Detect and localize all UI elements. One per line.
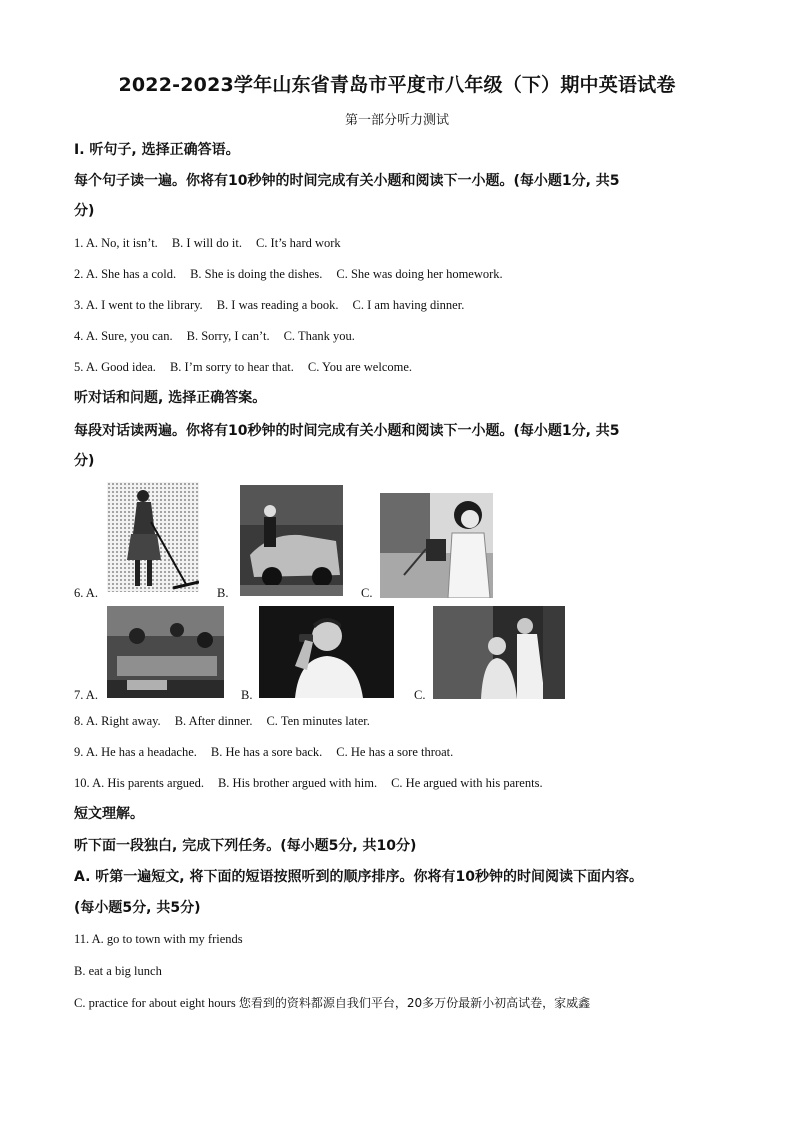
question-2: 2. A. She has a cold. B. She is doing the dishes. C. She was doing her homework.: [74, 267, 503, 281]
watermark-text: 您看到的资料都源自我们平台，20多万份最新小初高试卷，家威鑫: [238, 996, 591, 1010]
task-a-line2: (每小题5分, 共5分): [74, 900, 201, 916]
q6-picture-a-sweeping-floor: [107, 482, 199, 592]
question-3: 3. A. I went to the library. B. I was reading a book. C. I am having dinner.: [74, 298, 465, 312]
option-a: A. I went to the library.: [85, 298, 203, 312]
question-1: 1. A. No, it isn’t. B. I will do it. C. It’s hard work: [74, 236, 341, 250]
option-c: C. I am having dinner.: [352, 298, 465, 312]
option-c: C. It’s hard work: [255, 236, 341, 250]
option-c: C. Thank you.: [283, 329, 355, 343]
option-b: B. I will do it.: [171, 236, 242, 250]
q7-picture-b-man-on-phone: [259, 606, 394, 698]
part-title: 第一部分听力测试: [344, 113, 449, 128]
item-b: B. eat a big lunch: [74, 964, 162, 978]
q7-label-b: B.: [241, 688, 253, 702]
section1-instruction-line1: 每个句子读一遍。你将有10秒钟的时间完成有关小题和阅读下一小题。(每小题1分, 共5: [74, 173, 620, 189]
q7-label-a: 7. A.: [74, 688, 98, 702]
option-b: B. I was reading a book.: [216, 298, 339, 312]
page-title: 2022-2023学年山东省青岛市平度市八年级（下）期中英语试卷: [118, 74, 676, 96]
section2-instruction-line1: 每段对话读两遍。你将有10秒钟的时间完成有关小题和阅读下一小题。(每小题1分, 共5: [74, 423, 620, 439]
section2-heading: 听对话和问题, 选择正确答案。: [74, 390, 267, 406]
option-a: A. Good idea.: [85, 360, 156, 374]
option-b: B. I’m sorry to hear that.: [169, 360, 294, 374]
q6-picture-c-watering-plants: [380, 493, 493, 598]
question-10: 10. A. His parents argued. B. His brother argued with him. C. He argued with his parents.: [74, 776, 543, 790]
option-a: A. He has a headache.: [85, 745, 197, 759]
option-b: B. After dinner.: [174, 714, 253, 728]
question-11: 11. A. go to town with my friends: [74, 932, 243, 946]
option-c: C. She was doing her homework.: [336, 267, 503, 281]
question-4: 4. A. Sure, you can. B. Sorry, I can’t. C. Thank you.: [74, 329, 355, 343]
item-c: C. practice for about eight hours 您看到的资料都源自我们平台，20多万份最新小初高试卷，家威鑫: [74, 996, 591, 1010]
q6-label-a: 6. A.: [74, 586, 98, 600]
option-c: C. He argued with his parents.: [391, 776, 543, 790]
section1-heading: Ⅰ. 听句子, 选择正确答语。: [74, 142, 240, 158]
option-a: A. Right away.: [85, 714, 161, 728]
q7-picture-c-caring-for-elderly: [433, 606, 565, 699]
q6-label-c: C.: [361, 586, 373, 600]
q7-picture-a-workshop: [107, 606, 224, 698]
section3-instruction: 听下面一段独白, 完成下列任务。(每小题5分, 共10分): [74, 838, 417, 854]
task-a-line1: A. 听第一遍短文, 将下面的短语按照听到的顺序排序。你将有10秒钟的时间阅读下面内容。: [74, 869, 643, 885]
section1-instruction-line2: 分): [74, 203, 95, 219]
q6-label-b: B.: [217, 586, 229, 600]
option-b: B. His brother argued with him.: [217, 776, 378, 790]
question-8: 8. A. Right away. B. After dinner. C. Ten minutes later.: [74, 714, 370, 728]
option-a: A. His parents argued.: [92, 776, 204, 790]
q6-picture-b-washing-car: [240, 485, 343, 596]
option-c: C. He has a sore throat.: [336, 745, 454, 759]
q7-label-c: C.: [414, 688, 426, 702]
option-a: A. She has a cold.: [85, 267, 177, 281]
option-b: B. Sorry, I can’t.: [186, 329, 270, 343]
section3-heading: 短文理解。: [74, 806, 144, 822]
section2-instruction-line2: 分): [74, 453, 95, 469]
option-a: A. Sure, you can.: [85, 329, 173, 343]
option-c: C. You are welcome.: [307, 360, 413, 374]
option-a: A. No, it isn’t.: [85, 236, 158, 250]
option-c: C. Ten minutes later.: [266, 714, 370, 728]
option-b: B. She is doing the dishes.: [190, 267, 323, 281]
question-5: 5. A. Good idea. B. I’m sorry to hear that. C. You are welcome.: [74, 360, 413, 374]
option-b: B. He has a sore back.: [210, 745, 323, 759]
question-9: 9. A. He has a headache. B. He has a sore back. C. He has a sore throat.: [74, 745, 454, 759]
